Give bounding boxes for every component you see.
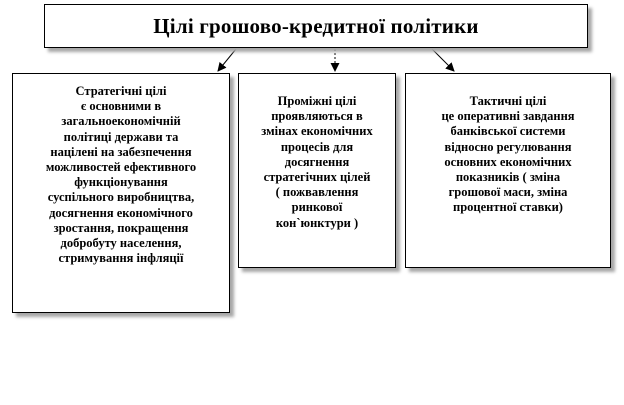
strategic-line: загальноекономічній — [61, 114, 181, 129]
tactical-line: банківської системи — [450, 124, 566, 139]
intermediate-line: змінах економічних — [261, 124, 373, 139]
strategic-line: націлені на забезпечення — [50, 144, 192, 159]
strategic-line: стримування інфляції — [58, 251, 184, 266]
intermediate-line: процесів для — [280, 139, 354, 154]
intermediate-line: ( пожвавлення — [275, 185, 359, 200]
strategic-line: досягнення економічного — [49, 205, 193, 220]
diagram-title: Цілі грошово-кредитної політики — [153, 13, 479, 38]
strategic-line: політиці держави та — [63, 129, 179, 144]
intermediate-line: проявляються в — [271, 109, 363, 124]
intermediate-line: кон`юнктури ) — [275, 215, 359, 230]
strategic-line: добробуту населення, — [60, 236, 182, 251]
intermediate-line: стратегічних цілей — [263, 170, 371, 185]
tactical-line: відносно регулювання — [444, 139, 572, 154]
tactical-line: показників ( зміна — [455, 170, 561, 185]
intermediate-line: Проміжні цілі — [277, 94, 357, 108]
intermediate-goals-box — [238, 73, 396, 268]
strategic-goals-box — [12, 73, 230, 313]
strategic-line: зростання, покращення — [53, 220, 189, 235]
tactical-line: процентної ставки) — [453, 200, 563, 215]
arrow-to-tactical — [432, 49, 454, 71]
tactical-line: основних економічних — [444, 154, 572, 169]
tactical-line: Тактичні цілі — [469, 94, 547, 108]
arrow-to-strategic — [218, 49, 236, 71]
strategic-line: суспільного виробництва, — [47, 190, 195, 205]
tactical-line: це оперативні завдання — [441, 109, 575, 124]
strategic-line: функціонування — [74, 175, 168, 190]
title-box — [44, 4, 588, 48]
tactical-goals-box — [405, 73, 611, 268]
strategic-line: Стратегічні цілі — [75, 84, 167, 98]
intermediate-line: ринкової — [291, 200, 343, 215]
strategic-line: є основними в — [80, 99, 162, 114]
tactical-line: грошової маси, зміна — [448, 185, 568, 200]
strategic-line: можливостей ефективного — [45, 160, 197, 175]
intermediate-line: досягнення — [284, 154, 350, 169]
